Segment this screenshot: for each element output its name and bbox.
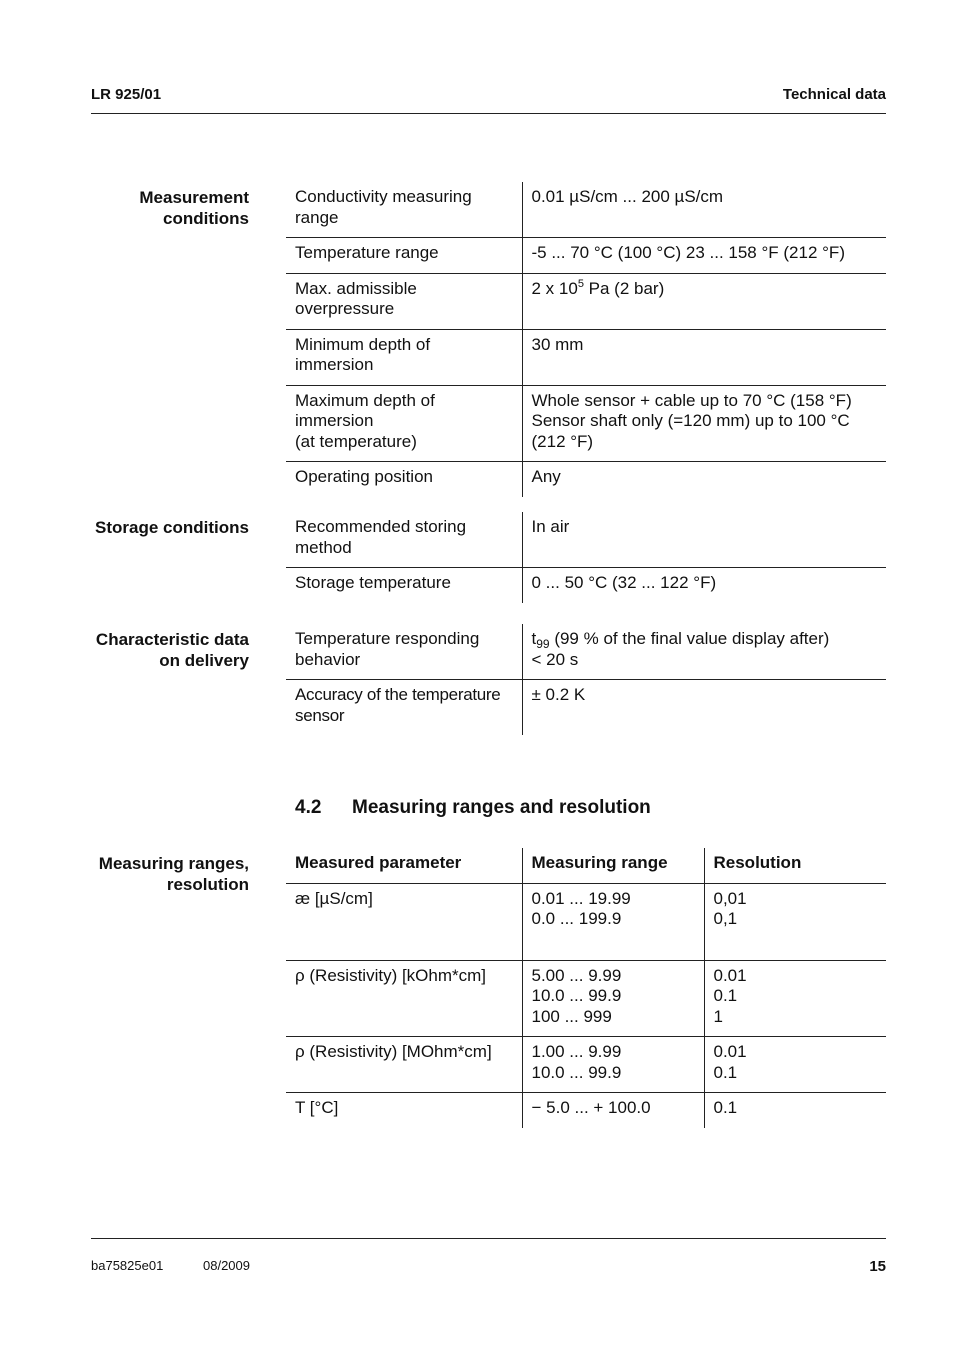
table-row — [286, 273, 886, 329]
resolution-cell: 0,01 0,1 — [704, 883, 886, 960]
param-cell: Minimum depth of immersion — [286, 329, 522, 385]
param-cell: Storage temperature — [286, 568, 522, 603]
value-cell: 0 ... 50 °C (32 ... 122 °F) — [522, 568, 886, 603]
section-heading — [295, 797, 651, 819]
section-title: Measuring ranges and resolution — [352, 797, 651, 818]
table-row — [286, 385, 886, 462]
footer-doc-id: ba75825e01 — [91, 1258, 164, 1273]
value-cell: 2 x $10^5$ Pa (2 bar) — [522, 273, 886, 329]
footer-date: 08/2009 — [203, 1258, 250, 1273]
column-header: Resolution — [704, 848, 886, 883]
param-cell: T [°C] — [286, 1093, 522, 1128]
range-cell: − 5.0 ... + 100.0 — [522, 1093, 704, 1128]
param-cell: Operating position — [286, 462, 522, 497]
param-cell: Temperature range — [286, 238, 522, 274]
param-cell: Temperature responding behavior — [295, 629, 480, 669]
delivery-data-label: Characteristic data on delivery — [95, 630, 249, 670]
table-row — [286, 238, 886, 274]
storage-conditions-label: Storage conditions — [95, 518, 249, 537]
section-number: 4.2 — [295, 797, 322, 818]
range-cell: 5.00 ... 9.99 10.0 ... 99.9 100 ... 999 — [522, 960, 704, 1037]
column-header: Measuring range — [522, 848, 704, 883]
param-cell: Recommended storing method — [295, 517, 467, 557]
param-cell: Max. admissible overpressure — [286, 273, 522, 329]
value-cell: ± 0.2 K — [522, 680, 886, 736]
value-cell: 30 mm — [522, 329, 886, 385]
table-header-row — [286, 848, 886, 883]
resolution-cell: 0.1 — [704, 1093, 886, 1128]
range-cell: 1.00 ... 9.99 10.0 ... 99.9 — [522, 1037, 704, 1093]
param-cell: Conductivity measuring range — [295, 187, 472, 227]
measuring-ranges-label: Measuring ranges, resolution — [98, 854, 249, 894]
table-row — [286, 182, 886, 238]
page-footer — [91, 1238, 886, 1278]
value-cell: -5 ... 70 °C (100 °C) 23 ... 158 °F (212 °F) — [522, 238, 886, 274]
param-cell: ρ (Resistivity) [MOhm*cm] — [286, 1037, 522, 1093]
header-model: LR 925/01 — [91, 86, 162, 103]
page-number: 15 — [869, 1258, 886, 1275]
column-header: Measured parameter — [295, 853, 462, 872]
value-cell: Any — [522, 462, 886, 497]
table-row — [286, 462, 886, 497]
table-row — [286, 1037, 886, 1093]
measurement-conditions-label: Measurement conditions — [139, 188, 249, 228]
table-row — [286, 512, 886, 568]
storage-conditions-table — [286, 512, 886, 603]
delivery-data-table — [286, 624, 886, 735]
resolution-cell: 0.01 0.1 — [704, 1037, 886, 1093]
value-cell: 0.01 µS/cm ... 200 µS/cm — [522, 182, 886, 238]
table-row — [286, 329, 886, 385]
range-cell: 0.01 ... 19.99 0.0 ... 199.9 — [522, 883, 704, 960]
page-header — [91, 86, 886, 114]
table-row — [286, 960, 886, 1037]
param-cell: Accuracy of the temperature sensor — [286, 680, 522, 736]
table-row — [286, 624, 886, 680]
value-cell: In air — [522, 512, 886, 568]
param-cell: Maximum depth of immersion (at temperature) — [286, 385, 522, 462]
table-row — [286, 1093, 886, 1128]
param-cell: æ [µS/cm] — [286, 883, 522, 960]
resolution-cell: 0.01 0.1 1 — [704, 960, 886, 1037]
header-chapter: Technical data — [782, 86, 886, 103]
measuring-ranges-table — [286, 848, 886, 1128]
table-row — [286, 680, 886, 736]
measurement-conditions-table — [286, 182, 886, 497]
param-cell: ρ (Resistivity) [kOhm*cm] — [286, 960, 522, 1037]
table-row — [286, 883, 886, 960]
value-cell: $t_{99}$ (99 % of the final value display after) < 20 s — [522, 624, 886, 680]
value-cell: Whole sensor + cable up to 70 °C (158 °F) Sensor shaft only (=120 mm) up to 100 °C (212 °F) — [522, 385, 886, 462]
table-row — [286, 568, 886, 603]
